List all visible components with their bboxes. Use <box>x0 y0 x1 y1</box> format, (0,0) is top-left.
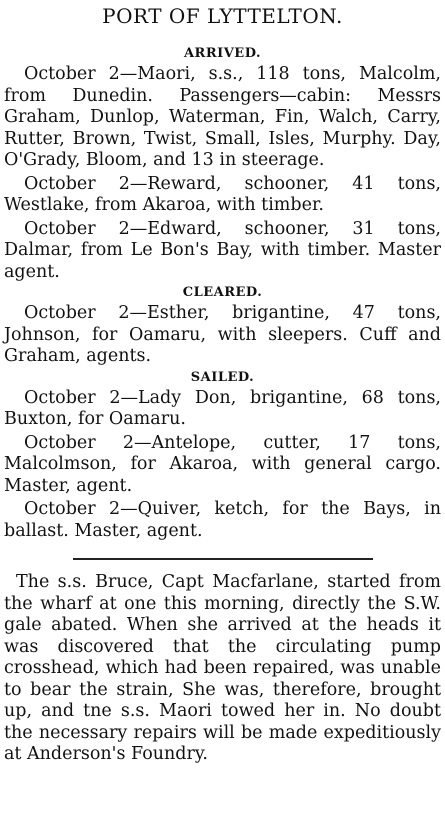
shipping-entry: October 2—Maori, s.s., 118 tons, Malcolm, from Dunedin. Passengers—cabin: Messrs Graham, Dunlop, Waterman, Fin, Walch, Carry, Rutter, Brown, Twist, Small, Isles, Murphy. Day, O'Grady, Bloom, and 13 in steerage. <box>4 64 441 170</box>
section-heading-cleared: CLEARED. <box>182 285 263 300</box>
shipping-entry: October 2—Antelope, cutter, 17 tons, Malcolmson, for Akaroa, with general cargo. Master, agent. <box>4 432 441 496</box>
shipping-entry: October 2—Edward, schooner, 31 tons, Dalmar, from Le Bon's Bay, with timber. Master agent. <box>4 218 441 282</box>
section-heading-arrived: ARRIVED. <box>183 46 262 61</box>
shipping-entry: October 2—Lady Don, brigantine, 68 tons, Buxton, for Oamaru. <box>4 387 441 429</box>
shipping-entry: October 2—Esther, brigantine, 47 tons, Johnson, for Oamaru, with sleepers. Cuff and Graham, agents. <box>4 303 441 366</box>
news-paragraph: The s.s. Bruce, Capt Macfarlane, started from the wharf at one this morning, directly the S.W. gale abated. When she arrived at the heads it was discovered that the circulating pump crosshead, which had been repaired, was unable to bear the strain, She was, therefore, brought up, and tne s.s. Maori towed her in. No doubt the necessary repairs will be made expeditiously at Anderson's Foundry. <box>4 572 441 764</box>
section-divider <box>73 558 373 560</box>
page-title: PORT OF LYTTELTON. <box>102 4 343 28</box>
section-heading-sailed: SAILED. <box>190 369 255 385</box>
shipping-entry: October 2—Reward, schooner, 41 tons, Westlake, from Akaroa, with timber. <box>4 173 441 215</box>
shipping-entry: October 2—Quiver, ketch, for the Bays, in ballast. Master, agent. <box>4 499 441 541</box>
